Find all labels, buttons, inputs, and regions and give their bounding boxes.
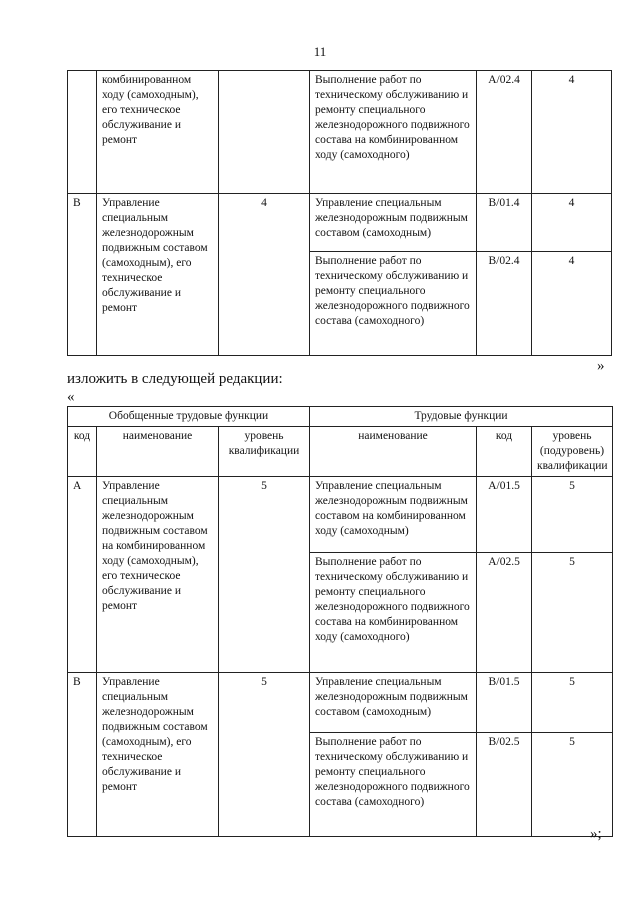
- function-name-cell: Управление специальным железнодорожным подвижным составом (самоходным): [310, 194, 477, 252]
- column-header-row: [68, 427, 613, 477]
- function-level-cell: 5: [532, 553, 613, 673]
- generalized-name-cell: Управление специальным железнодорожным подвижным составом (самоходным), его техническое обслуживание и ремонт: [97, 673, 219, 837]
- close-quote-semicolon: »;: [590, 826, 602, 842]
- function-level-cell: 5: [532, 673, 613, 733]
- function-code-cell: A/02.5: [477, 553, 532, 673]
- function-name-cell: Управление специальным железнодорожным подвижным составом на комбинированном ходу (самоходным): [310, 477, 477, 553]
- function-name-cell: Управление специальным железнодорожным подвижным составом (самоходным): [310, 673, 477, 733]
- close-quote: »: [597, 358, 605, 374]
- function-level-cell: 4: [532, 194, 612, 252]
- generalized-name-cell: комбинированном ходу (самоходным), его техническое обслуживание и ремонт: [97, 71, 219, 194]
- generalized-code-cell: A: [68, 477, 97, 673]
- generalized-level-cell: 4: [219, 194, 310, 356]
- function-code-cell: A/02.4: [477, 71, 532, 194]
- table-row: [68, 477, 613, 553]
- generalized-functions-header: Обобщенные трудовые функции: [68, 407, 310, 427]
- function-code-cell: A/01.5: [477, 477, 532, 553]
- lead-text: изложить в следующей редакции:: [67, 371, 283, 387]
- col-header-name: наименование: [97, 427, 219, 477]
- generalized-level-cell: 5: [219, 477, 310, 673]
- open-quote: «: [67, 389, 75, 405]
- function-code-cell: B/02.4: [477, 252, 532, 356]
- function-level-cell: 4: [532, 71, 612, 194]
- generalized-level-cell: 5: [219, 673, 310, 837]
- table-row: [68, 194, 612, 252]
- generalized-name-cell: Управление специальным железнодорожным подвижным составом (самоходным), его техническое обслуживание и ремонт: [97, 194, 219, 356]
- group-header-row: [68, 407, 613, 427]
- table-row: [68, 673, 613, 733]
- function-name-cell: Выполнение работ по техническому обслуживанию и ремонту специального железнодорожного подвижного состава (самоходного): [310, 252, 477, 356]
- col-header-function-level: уровень (подуровень) квалификации: [532, 427, 613, 477]
- function-name-cell: Выполнение работ по техническому обслуживанию и ремонту специального железнодорожного подвижного состава на комбинированном ходу (самоходного): [310, 71, 477, 194]
- function-level-cell: 4: [532, 252, 612, 356]
- function-name-cell: Выполнение работ по техническому обслуживанию и ремонту специального железнодорожного подвижного состава (самоходного): [310, 733, 477, 837]
- function-level-cell: 5: [532, 733, 613, 837]
- generalized-level-cell: [219, 71, 310, 194]
- new-functions-table: [67, 406, 613, 837]
- col-header-function-name: наименование: [310, 427, 477, 477]
- function-code-cell: B/02.5: [477, 733, 532, 837]
- col-header-function-code: код: [477, 427, 532, 477]
- page-number: 11: [313, 44, 327, 59]
- old-functions-table: [67, 70, 612, 356]
- function-level-cell: 5: [532, 477, 613, 553]
- generalized-code-cell: B: [68, 194, 97, 356]
- col-header-level: уровень квалификации: [219, 427, 310, 477]
- function-name-cell: Выполнение работ по техническому обслуживанию и ремонту специального железнодорожного подвижного состава на комбинированном ходу (самоходного): [310, 553, 477, 673]
- generalized-code-cell: B: [68, 673, 97, 837]
- table-row: [68, 71, 612, 194]
- generalized-name-cell: Управление специальным железнодорожным подвижным составом на комбинированном ходу (самоходным), его техническое обслуживание и ремонт: [97, 477, 219, 673]
- col-header-code: код: [68, 427, 97, 477]
- function-code-cell: B/01.5: [477, 673, 532, 733]
- function-code-cell: B/01.4: [477, 194, 532, 252]
- labor-functions-header: Трудовые функции: [310, 407, 613, 427]
- generalized-code-cell: [68, 71, 97, 194]
